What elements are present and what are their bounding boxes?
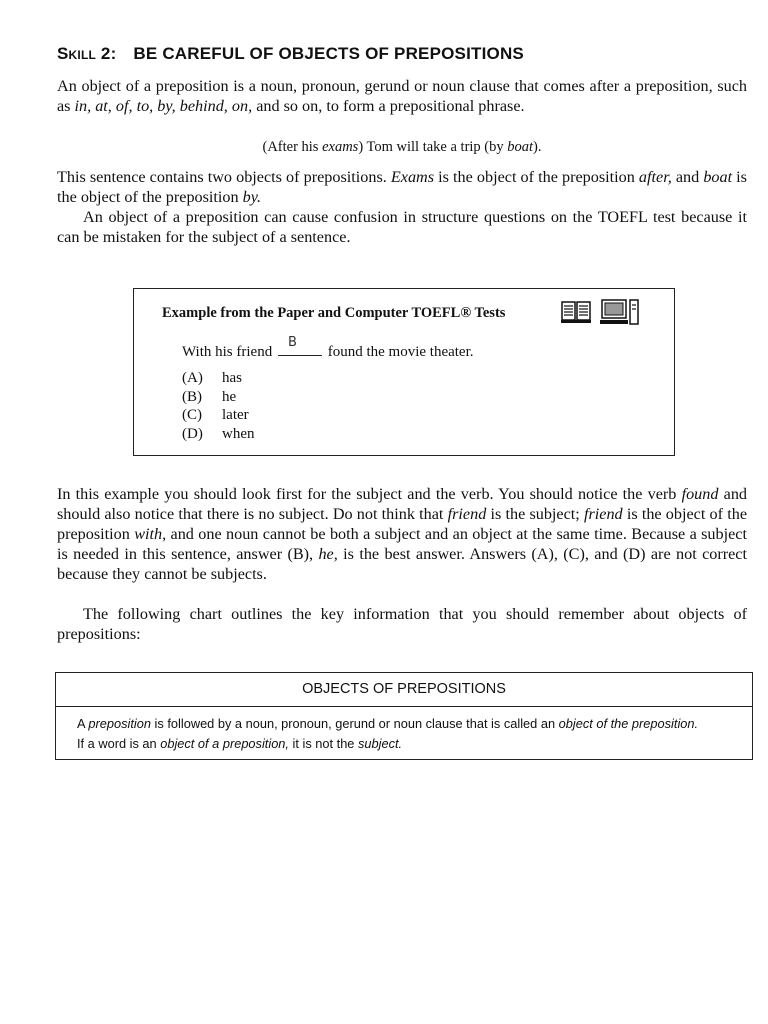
summary-chart-title: OBJECTS OF PREPOSITIONS (56, 673, 752, 707)
summary-rule-2 (77, 734, 752, 754)
option-c (182, 406, 255, 425)
example-sentence-part: ). (533, 139, 542, 155)
rule-text: If a word is an (77, 736, 161, 751)
option-letter: (D) (182, 425, 203, 442)
option-a (182, 369, 255, 388)
explanation-italic: boat (703, 168, 733, 186)
skill-heading (57, 44, 524, 64)
analysis-italic: friend (447, 505, 487, 523)
analysis-text: In this example you should look first for the subject and the verb. You should notice the verb (57, 485, 682, 503)
analysis-text: and should also notice that there is no subject. Do not think that (57, 485, 748, 523)
rule-text: is followed by a noun, pronoun, gerund or noun clause that is called an (151, 716, 559, 731)
answer-options (182, 369, 255, 443)
intro-text: An object of a preposition is a noun, pronoun, gerund or noun clause that comes after a preposition, such as (57, 77, 747, 115)
example-box (133, 288, 675, 456)
example-sentence (57, 139, 747, 156)
handwritten-answer: B (287, 335, 297, 350)
analysis-italic: with, (134, 525, 167, 543)
explanation-italic: after, (638, 168, 672, 186)
summary-chart-body (56, 707, 752, 754)
rule-text: A (77, 716, 89, 731)
explanation-text: This sentence contains two objects of prepositions. (57, 168, 391, 186)
skill-label: Skill 2: (57, 44, 117, 63)
computer-icon (600, 299, 640, 325)
option-d (182, 425, 255, 444)
confusion-paragraph: An object of a preposition can cause confusion in structure questions on the TOEFL test because it can be mistaken for the subject of a sentence. (57, 208, 747, 246)
analysis-text: is the object of the preposition (57, 505, 747, 543)
rule-text: it is not the (288, 736, 358, 751)
analysis-italic: he, (318, 545, 338, 563)
explanation-text: is the object of the preposition (434, 168, 639, 186)
book-icon (561, 301, 591, 323)
answer-blank (278, 335, 322, 356)
example-sentence-part: (After his (262, 139, 323, 155)
intro-text-end: and so on, to form a prepositional phrase. (252, 97, 525, 115)
analysis-paragraph (57, 484, 747, 584)
option-text: he (222, 388, 237, 405)
option-letter: (B) (182, 388, 202, 405)
explanation-text: is the object of the preposition (57, 168, 747, 206)
skill-title: BE CAREFUL OF OBJECTS OF PREPOSITIONS (133, 44, 524, 63)
analysis-italic: friend (583, 505, 623, 523)
chart-intro-paragraph: The following chart outlines the key information that you should remember about objects of prepositions: (57, 605, 747, 643)
preposition-examples: in, at, of, to, by, behind, on, (74, 97, 253, 115)
example-sentence-object: exams (322, 139, 359, 155)
example-sentence-object: boat (507, 139, 534, 155)
summary-chart (55, 672, 753, 760)
explanation-text: and (671, 168, 704, 186)
analysis-text: is the subject; (486, 505, 584, 523)
rule-italic: object of a preposition, (160, 736, 289, 751)
question-stem (182, 335, 474, 361)
example-sentence-part: ) Tom will take a trip (by (358, 139, 508, 155)
analysis-text: is the best answer. Answers (A), (C), and (D) are not correct because they cannot be subjects. (57, 545, 747, 583)
analysis-text: and one noun cannot be both a subject and an object at the same time. Because a subject is needed in this sentence, answer (B), (57, 525, 747, 563)
option-text: later (222, 407, 249, 423)
option-text: has (222, 370, 242, 386)
explanation-italic: Exams (390, 168, 435, 186)
option-letter: (A) (182, 370, 203, 386)
stem-end: found the movie theater. (327, 344, 474, 360)
explanation-italic: by. (242, 188, 262, 206)
option-text: when (222, 425, 255, 442)
rule-italic: preposition (88, 716, 151, 731)
rule-italic: object of the preposition. (558, 716, 699, 731)
intro-paragraph (57, 76, 747, 116)
rule-italic: subject. (357, 736, 403, 751)
analysis-italic: found (681, 485, 719, 503)
option-b (182, 388, 255, 407)
summary-rule-1 (77, 714, 752, 734)
example-title: Example from the Paper and Computer TOEFL® Tests (162, 305, 506, 321)
stem-start: With his friend (182, 344, 273, 360)
explanation-paragraph (57, 167, 747, 207)
option-letter: (C) (182, 407, 202, 423)
